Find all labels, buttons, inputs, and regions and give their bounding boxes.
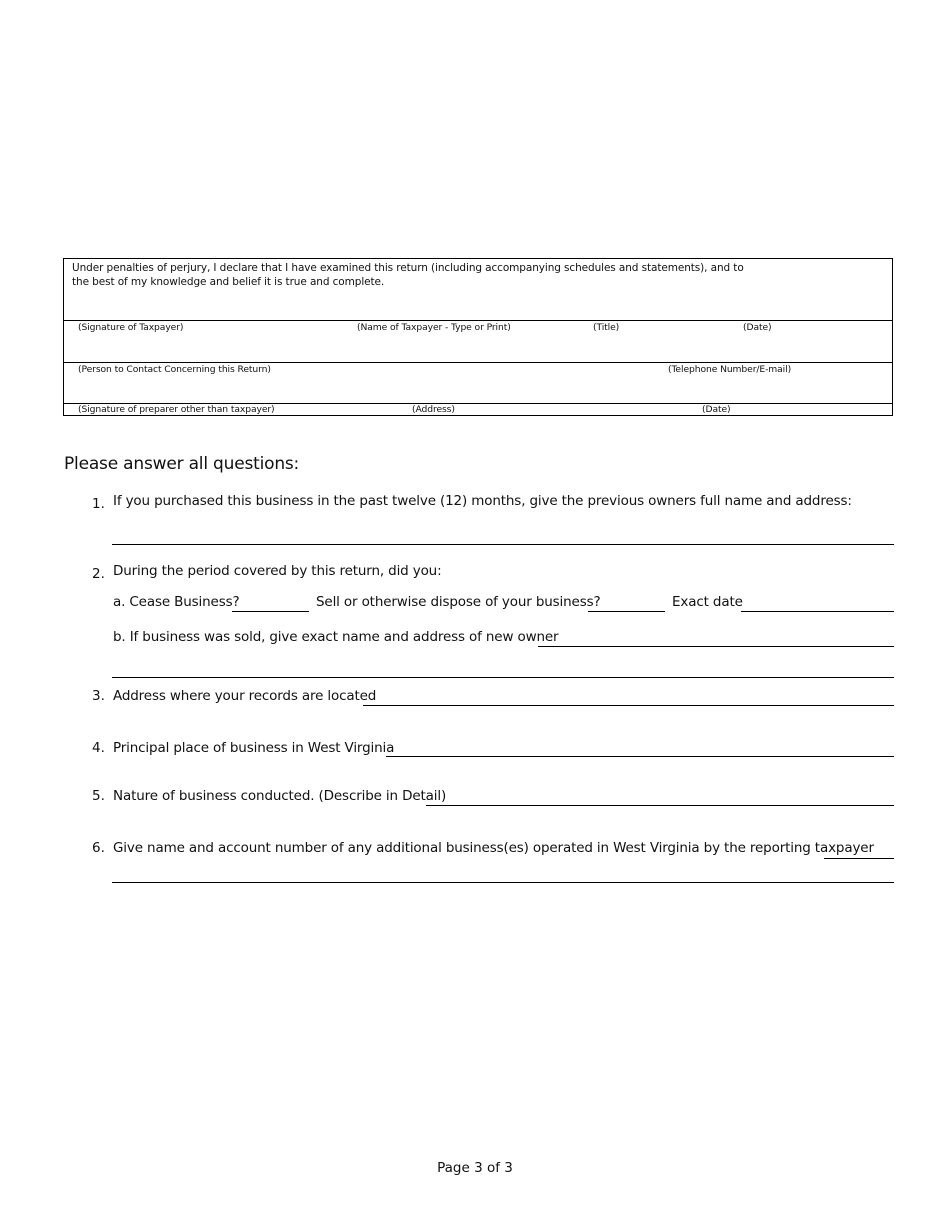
- title-caption: (Title): [593, 322, 620, 333]
- records-address-field[interactable]: [363, 705, 894, 706]
- page-number: Page 3 of 3: [437, 1160, 513, 1176]
- perjury-declaration: Under penalties of perjury, I declare that I have examined this return (including accompanying schedules and statements), and to the best of my knowledge and belief it is true and complete.: [72, 262, 744, 288]
- question-2-text: During the period covered by this return, did you:: [113, 563, 442, 579]
- preparer-signature-caption: (Signature of preparer other than taxpayer): [78, 404, 275, 415]
- question-6-number: 6.: [92, 840, 105, 856]
- contact-person-caption: (Person to Contact Concerning this Return): [78, 364, 271, 375]
- nature-of-business-field[interactable]: [426, 805, 894, 806]
- previous-owner-field[interactable]: [112, 544, 894, 545]
- question-4-text: Principal place of business in West Virginia: [113, 740, 395, 756]
- cease-business-field[interactable]: [232, 611, 309, 612]
- additional-business-field[interactable]: [824, 858, 894, 859]
- questions-heading: Please answer all questions:: [64, 454, 300, 474]
- exact-date-field[interactable]: [741, 611, 894, 612]
- question-5-number: 5.: [92, 788, 105, 804]
- taxpayer-signature-caption: (Signature of Taxpayer): [78, 322, 184, 333]
- sell-business-field[interactable]: [588, 611, 665, 612]
- cease-business-label: a. Cease Business?: [113, 594, 240, 610]
- question-4-number: 4.: [92, 740, 105, 756]
- preparer-address-caption: (Address): [412, 404, 455, 415]
- divider: [64, 362, 892, 363]
- question-2-number: 2.: [92, 566, 105, 582]
- new-owner-field[interactable]: [538, 646, 894, 647]
- taxpayer-name-caption: (Name of Taxpayer - Type or Print): [357, 322, 511, 333]
- telephone-caption: (Telephone Number/E-mail): [668, 364, 792, 375]
- divider: [64, 320, 892, 321]
- question-6-text: Give name and account number of any additional business(es) operated in West Virginia by the reporting taxpayer: [113, 840, 874, 856]
- date-caption: (Date): [743, 322, 772, 333]
- new-owner-label: b. If business was sold, give exact name and address of new owner: [113, 629, 559, 645]
- sell-business-label: Sell or otherwise dispose of your business?: [316, 594, 601, 610]
- signature-block: [63, 258, 893, 416]
- question-3-text: Address where your records are located: [113, 688, 377, 704]
- question-1-text: If you purchased this business in the past twelve (12) months, give the previous owners full name and address:: [113, 493, 852, 509]
- new-owner-field-continued[interactable]: [112, 677, 894, 678]
- question-5-text: Nature of business conducted. (Describe in Detail): [113, 788, 447, 804]
- additional-business-field-continued[interactable]: [112, 882, 894, 883]
- question-3-number: 3.: [92, 688, 105, 704]
- exact-date-label: Exact date: [672, 594, 743, 610]
- preparer-date-caption: (Date): [702, 404, 731, 415]
- principal-place-field[interactable]: [386, 756, 894, 757]
- question-1-number: 1.: [92, 496, 105, 512]
